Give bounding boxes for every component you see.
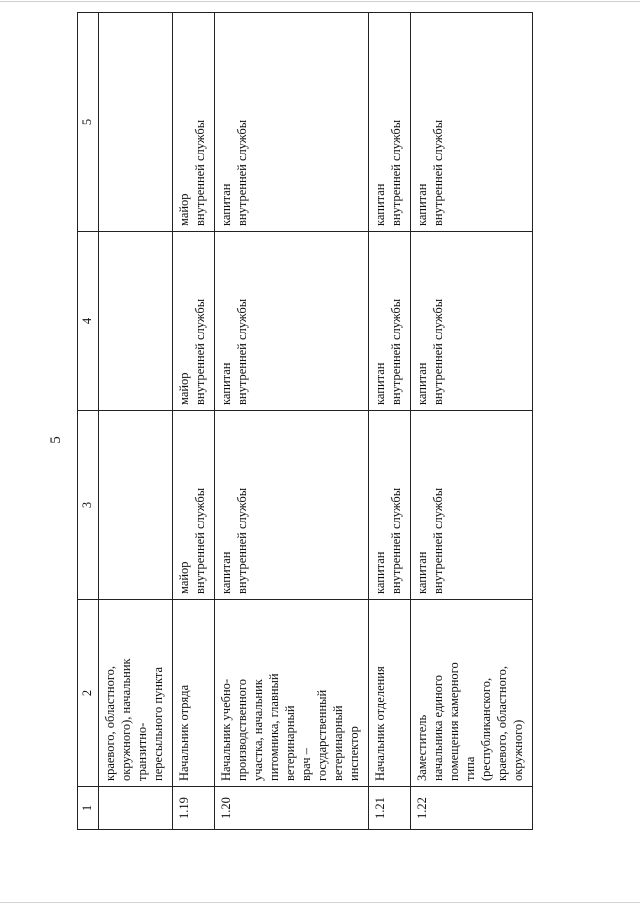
table-row [411, 13, 533, 830]
rank-line: капитан [219, 551, 233, 594]
position-line: окружного) [511, 719, 525, 781]
rank-line: капитан [373, 362, 387, 405]
position-line: ветеринарный [283, 705, 297, 781]
rank-line: майор [177, 372, 191, 405]
rank-line: внутренней службы [235, 119, 249, 226]
bottom-edge-line [0, 902, 640, 903]
top-edge-line [0, 1, 640, 2]
page-number: 5 [48, 436, 64, 444]
rank-col3 [99, 411, 173, 600]
position-title [99, 600, 173, 787]
rank-line: внутренней службы [193, 119, 207, 226]
position-line: окружного), начальник [119, 658, 133, 781]
position-line: краевого, областного, [103, 665, 117, 781]
table-row [99, 13, 173, 830]
rank-col4 [173, 232, 215, 411]
position-line: врач – [299, 748, 313, 781]
row-number: 1.22 [411, 787, 533, 830]
rank-line: капитан [219, 362, 233, 405]
rank-line: внутренней службы [193, 487, 207, 594]
position-title [173, 600, 215, 787]
rank-line: капитан [415, 551, 429, 594]
rank-line: внутренней службы [431, 298, 445, 405]
position-line: инспектор [347, 726, 361, 781]
rank-line: внутренней службы [235, 298, 249, 405]
position-line: питомника, главный [267, 673, 281, 781]
rank-line: майор [177, 561, 191, 594]
header-col-5: 5 [78, 13, 99, 232]
header-col-2: 2 [78, 600, 99, 787]
rank-line: внутренней службы [389, 487, 403, 594]
position-line: Начальник учебно- [219, 678, 233, 781]
rank-line: внутренней службы [389, 298, 403, 405]
row-number: 1.19 [173, 787, 215, 830]
row-number: 1.21 [369, 787, 411, 830]
position-line: типа [463, 756, 477, 781]
position-line: Начальник отделения [373, 666, 387, 781]
position-line: Заместитель [415, 714, 429, 781]
position-line: ветеринарный [331, 705, 345, 781]
rank-line: внутренней службы [193, 298, 207, 405]
position-title [369, 600, 411, 787]
rank-col3 [215, 411, 369, 600]
position-line: (республиканского, [479, 677, 493, 781]
rank-col3 [411, 411, 533, 600]
position-line: транзитно- [135, 722, 149, 781]
table-row [215, 13, 369, 830]
table-row [173, 13, 215, 830]
row-number: 1.20 [215, 787, 369, 830]
rank-line: внутренней службы [235, 487, 249, 594]
rank-line: внутренней службы [389, 119, 403, 226]
rank-col5 [99, 13, 173, 232]
position-line: Начальник отряда [177, 684, 191, 781]
rotated-document [77, 48, 627, 830]
rank-line: внутренней службы [431, 487, 445, 594]
table-row [369, 13, 411, 830]
rank-col4 [99, 232, 173, 411]
position-line: пересыльного пункта [151, 666, 165, 781]
rank-col5 [215, 13, 369, 232]
rank-line: майор [177, 193, 191, 226]
rank-col4 [369, 232, 411, 411]
position-title [411, 600, 533, 787]
rank-line: капитан [373, 551, 387, 594]
table-header-row [78, 13, 99, 830]
header-col-1: 1 [78, 787, 99, 830]
rank-line: капитан [415, 183, 429, 226]
position-line: производственного [235, 679, 249, 781]
rank-line: внутренней службы [431, 119, 445, 226]
position-line: краевого, областного, [495, 665, 509, 781]
position-line: помещения камерного [447, 662, 461, 781]
rank-col3 [173, 411, 215, 600]
position-line: начальника единого [431, 675, 445, 781]
rank-col5 [369, 13, 411, 232]
rank-col5 [411, 13, 533, 232]
position-line: участка, начальник [251, 679, 265, 781]
rank-col3 [369, 411, 411, 600]
header-col-3: 3 [78, 411, 99, 600]
position-title [215, 600, 369, 787]
table-body [99, 13, 533, 830]
rank-line: капитан [373, 183, 387, 226]
rank-line: капитан [415, 362, 429, 405]
rank-col4 [215, 232, 369, 411]
rank-col4 [411, 232, 533, 411]
rank-col5 [173, 13, 215, 232]
row-number [99, 787, 173, 830]
ranks-table [77, 12, 533, 830]
header-col-4: 4 [78, 232, 99, 411]
position-line: государственный [315, 689, 329, 781]
rank-line: капитан [219, 183, 233, 226]
